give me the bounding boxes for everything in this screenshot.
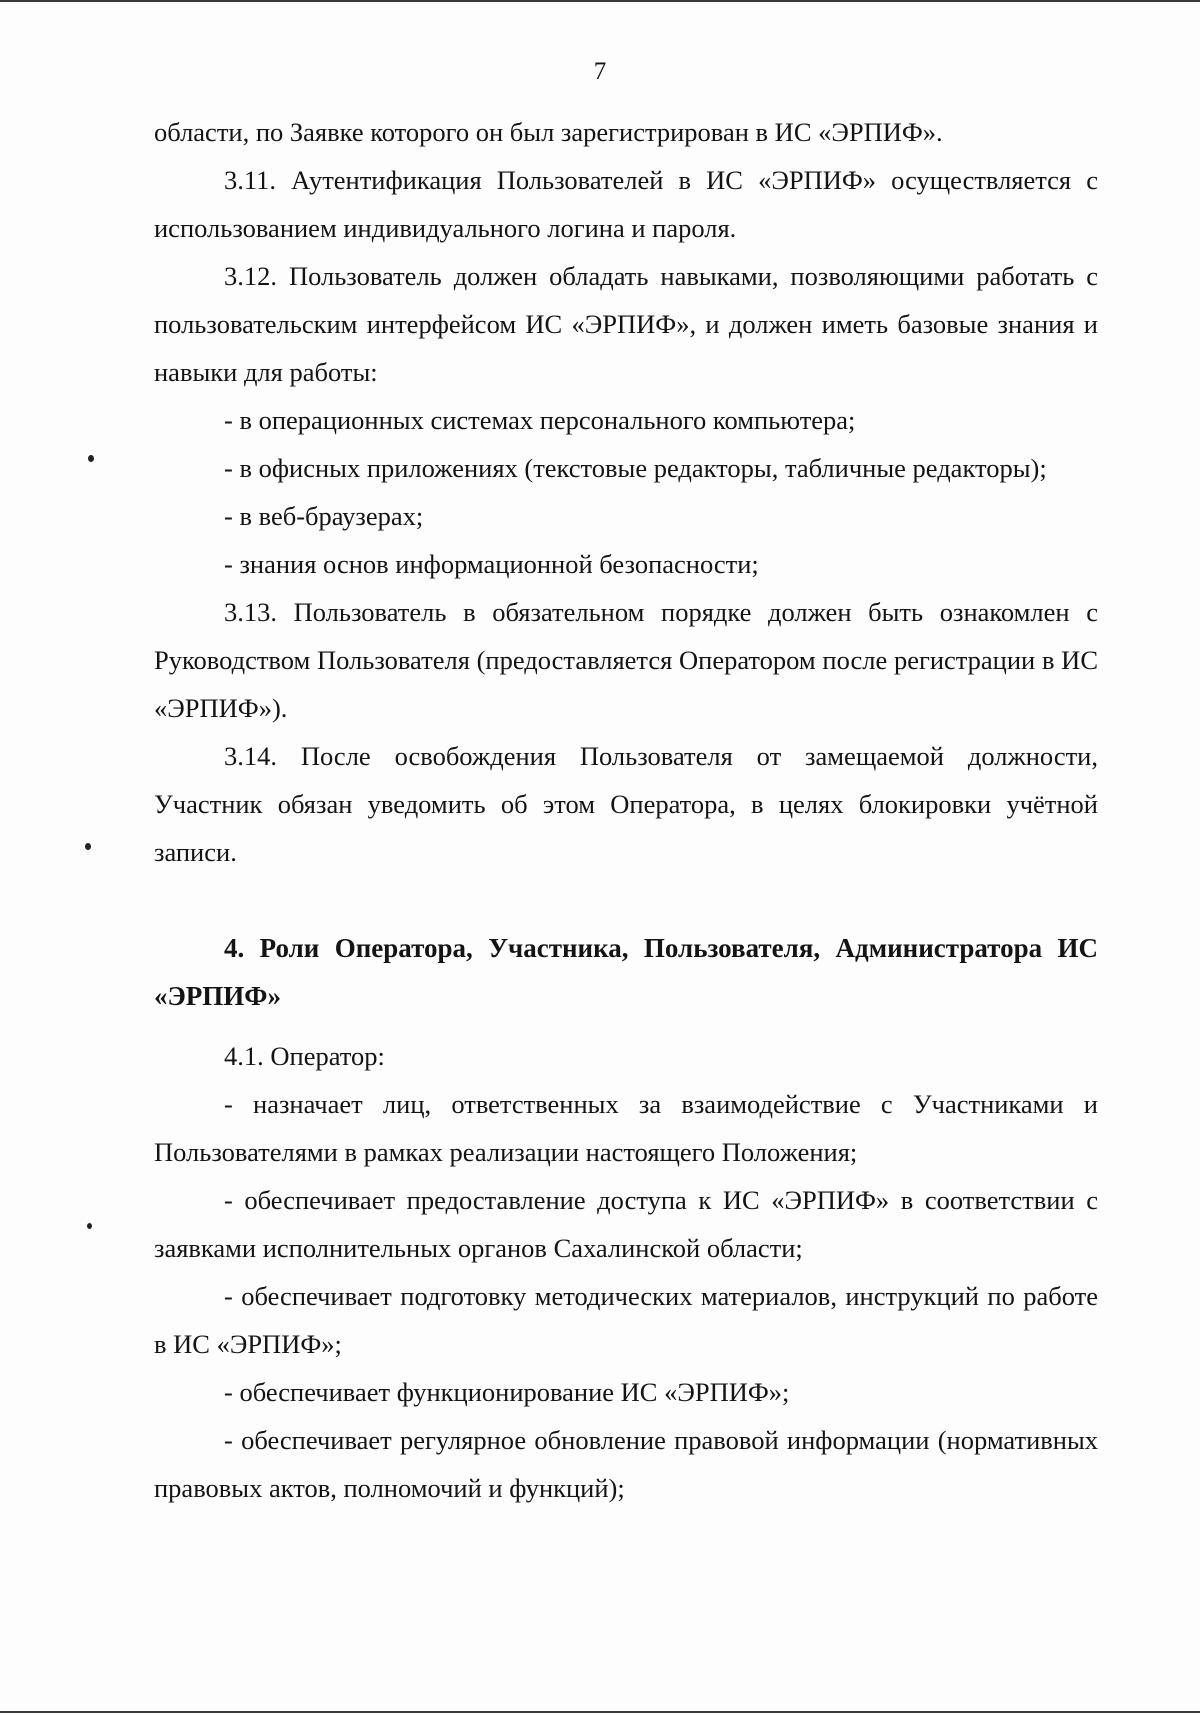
document-body	[154, 108, 1098, 1512]
page-number: 7	[593, 58, 607, 85]
list-item-operation: - обеспечивает функционирование ИС «ЭРПИФ»;	[224, 1377, 790, 1407]
paragraph-4-1: 4.1. Оператор:	[224, 1041, 385, 1071]
scan-top-edge	[0, 0, 1200, 2]
scan-speck	[88, 455, 94, 462]
list-item-assigns: - назначает лиц, ответственных за взаимодействие с Участниками и Пользователями в рамках реализации настоящего Положения;	[154, 1089, 1098, 1167]
paragraph-carryover: области, по Заявке которого он был зарегистрирован в ИС «ЭРПИФ».	[154, 117, 943, 147]
scan-speck	[85, 843, 91, 850]
list-item-office: - в офисных приложениях (текстовые редакторы, табличные редакторы);	[224, 453, 1047, 483]
list-item-browsers: - в веб-браузерах;	[224, 501, 424, 531]
scan-bottom-edge	[0, 1711, 1200, 1713]
list-item-security: - знания основ информационной безопасности;	[224, 549, 759, 579]
scan-speck	[87, 1223, 92, 1229]
paragraph-3-14: 3.14. После освобождения Пользователя от замещаемой должности, Участник обязан уведомить об этом Оператора, в целях блокировки учётной записи.	[154, 741, 1098, 867]
section-4-heading: 4. Роли Оператора, Участника, Пользователя, Администратора ИС «ЭРПИФ»	[154, 933, 1098, 1011]
list-item-materials: - обеспечивает подготовку методических материалов, инструкций по работе в ИС «ЭРПИФ»;	[154, 1281, 1098, 1359]
paragraph-3-11: 3.11. Аутентификация Пользователей в ИС «ЭРПИФ» осуществляется с использованием индивидуального логина и пароля.	[154, 165, 1098, 243]
list-item-access: - обеспечивает предоставление доступа к ИС «ЭРПИФ» в соответствии с заявками исполнительных органов Сахалинской области;	[154, 1185, 1098, 1263]
list-item-os: - в операционных системах персонального компьютера;	[224, 405, 856, 435]
list-item-updates: - обеспечивает регулярное обновление правовой информации (нормативных правовых актов, полномочий и функций);	[154, 1425, 1098, 1503]
paragraph-3-13: 3.13. Пользователь в обязательном порядке должен быть ознакомлен с Руководством Пользователя (предоставляется Оператором после регистрации в ИС «ЭРПИФ»).	[154, 597, 1098, 723]
paragraph-3-12: 3.12. Пользователь должен обладать навыками, позволяющими работать с пользовательским интерфейсом ИС «ЭРПИФ», и должен иметь базовые знания и навыки для работы:	[154, 261, 1098, 387]
